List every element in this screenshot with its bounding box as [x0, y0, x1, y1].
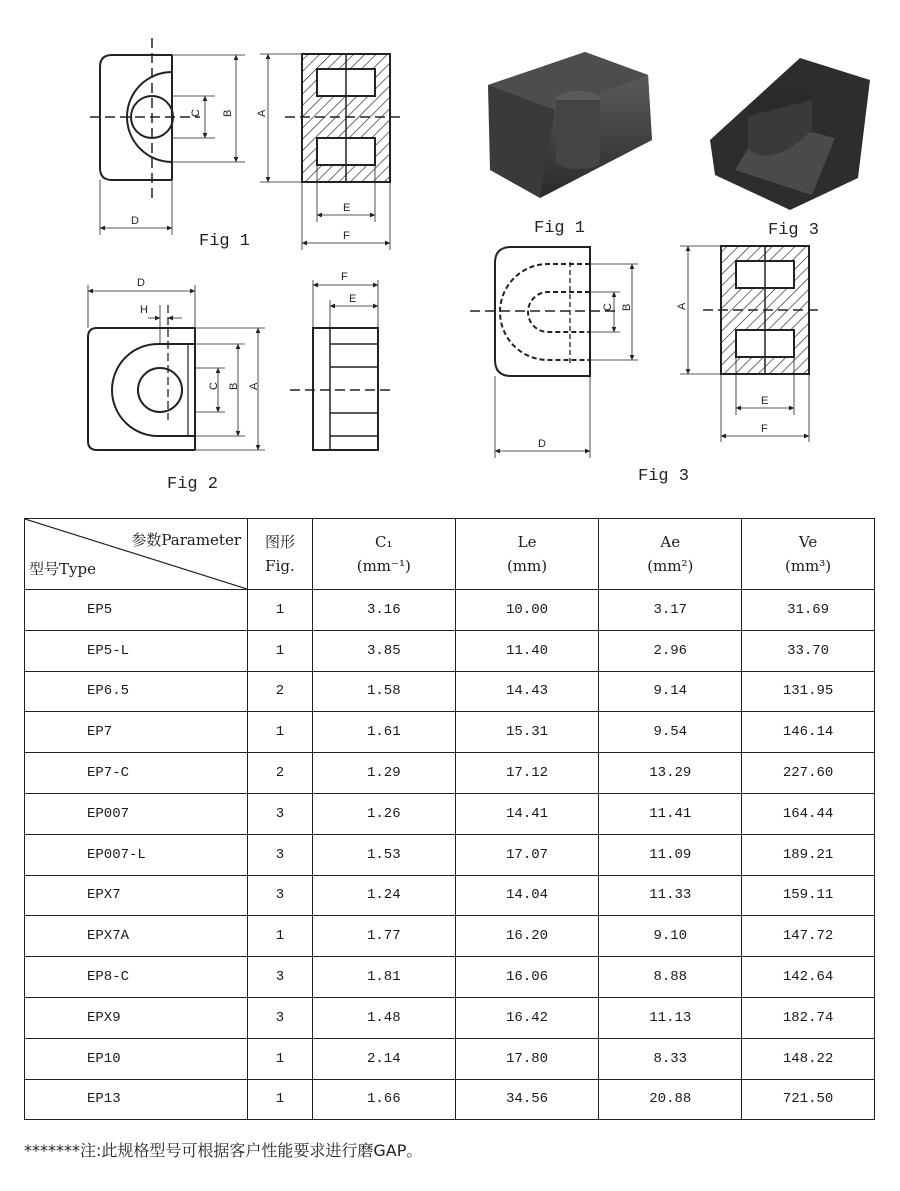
header-diagonal-cell [25, 519, 248, 590]
cell-type: EP6.5 [25, 671, 248, 712]
table-row [25, 590, 875, 631]
table-row [25, 875, 875, 916]
cell-ae: 9.10 [599, 916, 742, 957]
svg-text:F: F [761, 423, 768, 435]
cell-ae: 8.88 [599, 957, 742, 998]
cell-le: 17.80 [455, 1038, 599, 1079]
cell-fig: 3 [248, 834, 313, 875]
header-fig-en: Fig. [265, 557, 295, 575]
cell-fig: 1 [248, 1038, 313, 1079]
cell-c1: 1.53 [312, 834, 455, 875]
cell-type: EP007-L [25, 834, 248, 875]
cell-fig: 1 [248, 1079, 313, 1120]
fig2-front-dim-labels [137, 277, 260, 390]
cell-le: 11.40 [455, 630, 599, 671]
cell-c1: 1.24 [312, 875, 455, 916]
header-ve-label: Ve [798, 533, 818, 551]
cell-le: 16.42 [455, 997, 599, 1038]
fig1-section-view [256, 54, 400, 250]
fig1-front-dim-labels [131, 109, 234, 227]
table-row [25, 712, 875, 753]
cell-type: EPX7A [25, 916, 248, 957]
cell-c1: 1.66 [312, 1079, 455, 1120]
cell-le: 10.00 [455, 590, 599, 631]
cell-le: 16.20 [455, 916, 599, 957]
cell-le: 17.07 [455, 834, 599, 875]
cell-ae: 9.54 [599, 712, 742, 753]
table-row [25, 630, 875, 671]
cell-fig: 3 [248, 875, 313, 916]
svg-text:B: B [621, 303, 633, 311]
fig2-front-view [88, 285, 265, 450]
cell-ve: 164.44 [742, 793, 875, 834]
svg-text:E: E [761, 395, 769, 407]
cell-type: EP7-C [25, 753, 248, 794]
cell-le: 15.31 [455, 712, 599, 753]
cell-c1: 1.58 [312, 671, 455, 712]
header-fig [248, 519, 313, 590]
header-c1-unit: (mm⁻¹) [356, 557, 411, 575]
table-row [25, 957, 875, 998]
cell-ae: 11.13 [599, 997, 742, 1038]
cell-ae: 3.17 [599, 590, 742, 631]
fig2-caption: Fig 2 [167, 475, 219, 494]
cell-le: 16.06 [455, 957, 599, 998]
cell-ve: 147.72 [742, 916, 875, 957]
svg-text:D: D [538, 438, 546, 450]
fig1-front-view [90, 38, 245, 235]
svg-text:A: A [676, 302, 688, 310]
cell-type: EP007 [25, 793, 248, 834]
cell-c1: 1.81 [312, 957, 455, 998]
cell-le: 34.56 [455, 1079, 599, 1120]
cell-type: EPX7 [25, 875, 248, 916]
cell-fig: 3 [248, 957, 313, 998]
table-row [25, 1038, 875, 1079]
cell-le: 17.12 [455, 753, 599, 794]
header-ae [599, 519, 742, 590]
svg-text:F: F [343, 230, 350, 242]
cell-le: 14.43 [455, 671, 599, 712]
core-photo-3 [710, 58, 870, 210]
fig1-caption: Fig 1 [199, 232, 251, 251]
svg-text:E: E [349, 293, 357, 305]
cell-ve: 721.50 [742, 1079, 875, 1120]
figure-drawings [0, 0, 900, 505]
table-row [25, 834, 875, 875]
svg-text:A: A [248, 382, 260, 390]
fig2-side-view [290, 280, 395, 450]
cell-c1: 1.29 [312, 753, 455, 794]
parameter-table [24, 518, 875, 1120]
cell-ae: 11.41 [599, 793, 742, 834]
cell-le: 14.41 [455, 793, 599, 834]
header-le [455, 519, 599, 590]
cell-ae: 11.09 [599, 834, 742, 875]
svg-text:B: B [222, 109, 234, 117]
cell-c1: 3.16 [312, 590, 455, 631]
cell-ae: 9.14 [599, 671, 742, 712]
cell-ae: 2.96 [599, 630, 742, 671]
table-row [25, 753, 875, 794]
cell-fig: 2 [248, 753, 313, 794]
cell-ve: 142.64 [742, 957, 875, 998]
header-ae-unit: (mm²) [647, 557, 694, 575]
header-fig-cn: 图形 [264, 533, 295, 551]
cell-ae: 8.33 [599, 1038, 742, 1079]
cell-c1: 3.85 [312, 630, 455, 671]
header-ve-unit: (mm³) [784, 557, 832, 575]
header-c1 [312, 519, 455, 590]
cell-fig: 3 [248, 793, 313, 834]
cell-ae: 20.88 [599, 1079, 742, 1120]
svg-text:F: F [341, 271, 348, 283]
header-ve [742, 519, 875, 590]
cell-ae: 11.33 [599, 875, 742, 916]
fig3-front-view [470, 247, 638, 458]
table-row [25, 1079, 875, 1120]
fig3-section-view [676, 246, 818, 442]
cell-ve: 33.70 [742, 630, 875, 671]
header-type: 型号Type [29, 560, 96, 578]
cell-type: EP5-L [25, 630, 248, 671]
cell-ae: 13.29 [599, 753, 742, 794]
cell-ve: 182.74 [742, 997, 875, 1038]
svg-text:E: E [343, 202, 351, 214]
header-le-label: Le [517, 533, 537, 551]
table-row [25, 997, 875, 1038]
table-row [25, 793, 875, 834]
cell-c1: 2.14 [312, 1038, 455, 1079]
cell-c1: 1.77 [312, 916, 455, 957]
cell-ve: 31.69 [742, 590, 875, 631]
cell-fig: 3 [248, 997, 313, 1038]
cell-c1: 1.26 [312, 793, 455, 834]
cell-ve: 131.95 [742, 671, 875, 712]
svg-text:B: B [228, 382, 240, 390]
cell-ve: 189.21 [742, 834, 875, 875]
svg-text:C: C [190, 109, 202, 117]
cell-fig: 1 [248, 916, 313, 957]
cell-fig: 1 [248, 712, 313, 753]
cell-type: EP13 [25, 1079, 248, 1120]
table-header-row [25, 519, 875, 590]
header-parameter: 参数Parameter [131, 531, 241, 549]
cell-type: EP5 [25, 590, 248, 631]
cell-type: EP10 [25, 1038, 248, 1079]
cell-fig: 1 [248, 590, 313, 631]
cell-fig: 1 [248, 630, 313, 671]
header-le-unit: (mm) [506, 557, 548, 575]
svg-text:C: C [208, 382, 220, 390]
svg-text:D: D [131, 215, 139, 227]
svg-text:C: C [602, 303, 614, 311]
cell-c1: 1.61 [312, 712, 455, 753]
core-photo-1 [488, 52, 652, 198]
cell-ve: 146.14 [742, 712, 875, 753]
header-c1-label: C₁ [375, 533, 393, 551]
svg-text:A: A [256, 109, 268, 117]
svg-text:H: H [140, 304, 148, 316]
cell-ve: 227.60 [742, 753, 875, 794]
fig1-photo-caption: Fig 1 [534, 219, 586, 238]
cell-c1: 1.48 [312, 997, 455, 1038]
cell-fig: 2 [248, 671, 313, 712]
header-ae-label: Ae [660, 533, 681, 551]
cell-ve: 148.22 [742, 1038, 875, 1079]
cell-ve: 159.11 [742, 875, 875, 916]
cell-type: EPX9 [25, 997, 248, 1038]
cell-le: 14.04 [455, 875, 599, 916]
footer-note: *******注:此规格型号可根据客户性能要求进行磨GAP。 [24, 1141, 423, 1160]
table-row [25, 916, 875, 957]
fig3-caption: Fig 3 [638, 467, 690, 486]
svg-text:D: D [137, 277, 145, 289]
fig3-photo-caption: Fig 3 [768, 221, 820, 240]
cell-type: EP7 [25, 712, 248, 753]
table-body [25, 590, 875, 1120]
cell-type: EP8-C [25, 957, 248, 998]
table-row [25, 671, 875, 712]
technical-drawings-svg [0, 0, 900, 505]
